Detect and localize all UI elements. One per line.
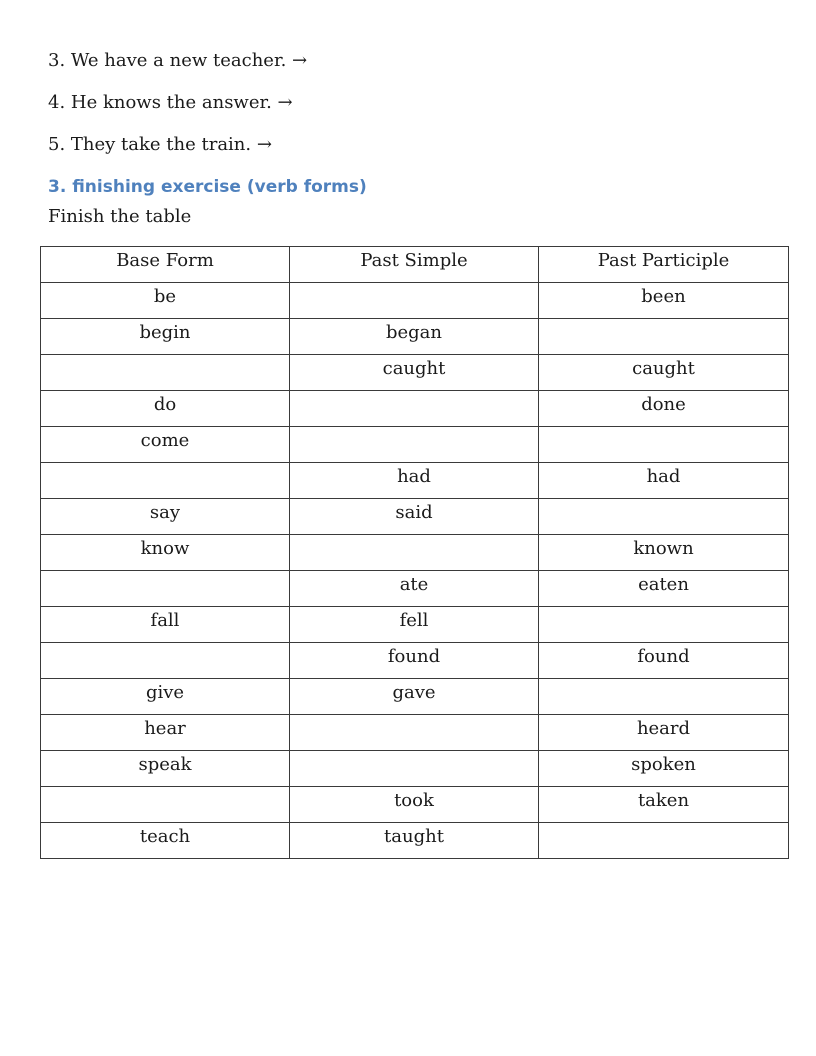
table-row (41, 715, 789, 751)
cell-past-simple[interactable] (290, 427, 539, 463)
cell-base-form[interactable]: begin (41, 319, 290, 355)
cell-past-simple[interactable]: took (290, 787, 539, 823)
cell-base-form[interactable]: teach (41, 823, 290, 859)
cell-base-form[interactable] (41, 643, 290, 679)
cell-past-simple[interactable]: found (290, 643, 539, 679)
cell-base-form[interactable]: fall (41, 607, 290, 643)
cell-base-form[interactable]: speak (41, 751, 290, 787)
cell-past-participle[interactable]: been (539, 283, 789, 319)
cell-past-simple[interactable] (290, 391, 539, 427)
cell-past-simple[interactable] (290, 715, 539, 751)
cell-base-form[interactable]: do (41, 391, 290, 427)
sentence-5: 5. They take the train. → (48, 134, 272, 155)
cell-base-form[interactable]: be (41, 283, 290, 319)
cell-past-simple[interactable] (290, 535, 539, 571)
cell-past-participle[interactable]: had (539, 463, 789, 499)
cell-past-participle[interactable]: known (539, 535, 789, 571)
table-row (41, 427, 789, 463)
cell-base-form[interactable] (41, 355, 290, 391)
header-past-simple: Past Simple (290, 247, 539, 283)
cell-past-simple[interactable]: had (290, 463, 539, 499)
table-row (41, 463, 789, 499)
table-row (41, 499, 789, 535)
table-row (41, 787, 789, 823)
cell-base-form[interactable] (41, 571, 290, 607)
table-row (41, 355, 789, 391)
cell-past-participle[interactable] (539, 679, 789, 715)
cell-past-participle[interactable]: eaten (539, 571, 789, 607)
table-row (41, 391, 789, 427)
sentence-4: 4. He knows the answer. → (48, 92, 293, 113)
table-row (41, 823, 789, 859)
cell-past-participle[interactable] (539, 823, 789, 859)
cell-base-form[interactable]: give (41, 679, 290, 715)
cell-past-participle[interactable] (539, 427, 789, 463)
cell-past-simple[interactable]: ate (290, 571, 539, 607)
cell-past-participle[interactable]: spoken (539, 751, 789, 787)
header-past-participle: Past Participle (539, 247, 789, 283)
cell-base-form[interactable]: know (41, 535, 290, 571)
cell-base-form[interactable]: hear (41, 715, 290, 751)
verb-forms-table (40, 246, 789, 859)
cell-past-simple[interactable] (290, 751, 539, 787)
cell-past-participle[interactable]: found (539, 643, 789, 679)
table-row (41, 535, 789, 571)
cell-past-participle[interactable] (539, 607, 789, 643)
cell-base-form[interactable] (41, 463, 290, 499)
header-base-form: Base Form (41, 247, 290, 283)
table-row (41, 571, 789, 607)
table-row (41, 607, 789, 643)
cell-past-participle[interactable] (539, 319, 789, 355)
instruction-text: Finish the table (48, 206, 192, 227)
cell-past-simple[interactable]: began (290, 319, 539, 355)
cell-past-simple[interactable]: said (290, 499, 539, 535)
cell-base-form[interactable]: come (41, 427, 290, 463)
table-row (41, 679, 789, 715)
cell-past-simple[interactable]: gave (290, 679, 539, 715)
cell-past-participle[interactable]: caught (539, 355, 789, 391)
cell-past-participle[interactable]: done (539, 391, 789, 427)
table-row (41, 643, 789, 679)
cell-past-participle[interactable]: heard (539, 715, 789, 751)
cell-past-simple[interactable]: fell (290, 607, 539, 643)
sentence-3: 3. We have a new teacher. → (48, 50, 308, 71)
cell-base-form[interactable] (41, 787, 290, 823)
section-heading: 3. finishing exercise (verb forms) (48, 177, 367, 197)
transformation-sentences (48, 48, 307, 174)
cell-past-simple[interactable] (290, 283, 539, 319)
cell-past-participle[interactable]: taken (539, 787, 789, 823)
cell-past-simple[interactable]: caught (290, 355, 539, 391)
cell-past-participle[interactable] (539, 499, 789, 535)
table-row (41, 319, 789, 355)
table-row (41, 283, 789, 319)
cell-base-form[interactable]: say (41, 499, 290, 535)
table-row (41, 751, 789, 787)
cell-past-simple[interactable]: taught (290, 823, 539, 859)
table-header-row (41, 247, 789, 283)
